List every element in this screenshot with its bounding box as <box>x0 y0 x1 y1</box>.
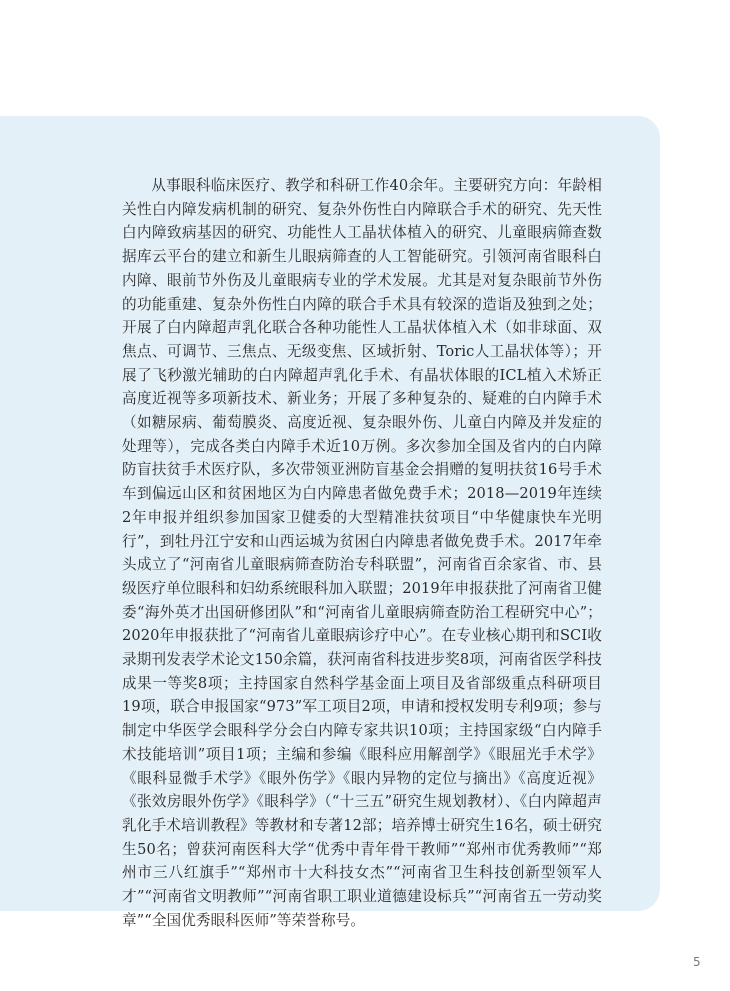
page-number: 5 <box>693 955 701 969</box>
biography-paragraph: 从事眼科临床医疗、教学和科研工作40余年。主要研究方向：年龄相关性白内障发病机制的研究、复杂外伤性白内障联合手术的研究、先天性白内障致病基因的研究、功能性人工晶状体植入的研究、儿童眼病筛查数据库云平台的建立和新生儿眼病筛查的人工智能研究。引领河南省眼科白内障、眼前节外伤及儿童眼病专业的学术发展。尤其是对复杂眼前节外伤的功能重建、复杂外伤性白内障的联合手术具有较深的造诣及独到之处；开展了白内障超声乳化联合各种功能性人工晶状体植入术（如非球面、双焦点、可调节、三焦点、无级变焦、区域折射、Toric人工晶状体等）；开展了飞秒激光辅助的白内障超声乳化手术、有晶状体眼的ICL植入术矫正高度近视等多项新技术、新业务；开展了多种复杂的、疑难的白内障手术（如糖尿病、葡萄膜炎、高度近视、复杂眼外伤、儿童白内障及并发症的处理等），完成各类白内障手术近10万例。多次参加全国及省内的白内障防盲扶贫手术医疗队，多次带领亚洲防盲基金会捐赠的复明扶贫16号手术车到偏远山区和贫困地区为白内障患者做免费手术；2018—2019年连续2年申报并组织参加国家卫健委的大型精准扶贫项目“中华健康快车光明行”，到牡丹江宁安和山西运城为贫困白内障患者做免费手术。2017年牵头成立了“河南省儿童眼病筛查防治专科联盟”，河南省百余家省、市、县级医疗单位眼科和妇幼系统眼科加入联盟；2019年申报获批了河南省卫健委“海外英才出国研修团队”和“河南省儿童眼病筛查防治工程研究中心”；2020年申报获批了“河南省儿童眼病诊疗中心”。在专业核心期刊和SCI收录期刊发表学术论文150余篇，获河南省科技进步奖8项，河南省医学科技成果一等奖8项；主持国家自然科学基金面上项目及省部级重点科研项目19项，联合申报国家“973”军工项目2项，申请和授权发明专利9项；参与制定中华医学会眼科学分会白内障专家共识10项；主持国家级“白内障手术技能培训”项目1项；主编和参编《眼科应用解剖学》《眼屈光手术学》《眼科显微手术学》《眼外伤学》《眼内异物的定位与摘出》《高度近视》《张效房眼外伤学》《眼科学》（“十三五”研究生规划教材）、《白内障超声乳化手术培训教程》等教材和专著12部；培养博士研究生16名，硕士研究生50名；曾获河南医科大学“优秀中青年骨干教师”“郑州市优秀教师”“郑州市三八红旗手”“郑州市十大科技女杰”“河南省卫生科技创新型领军人才”“河南省文明教师”“河南省职工职业道德建设标兵”“河南省五一劳动奖章”“全国优秀眼科医师”等荣誉称号。 <box>122 177 602 929</box>
